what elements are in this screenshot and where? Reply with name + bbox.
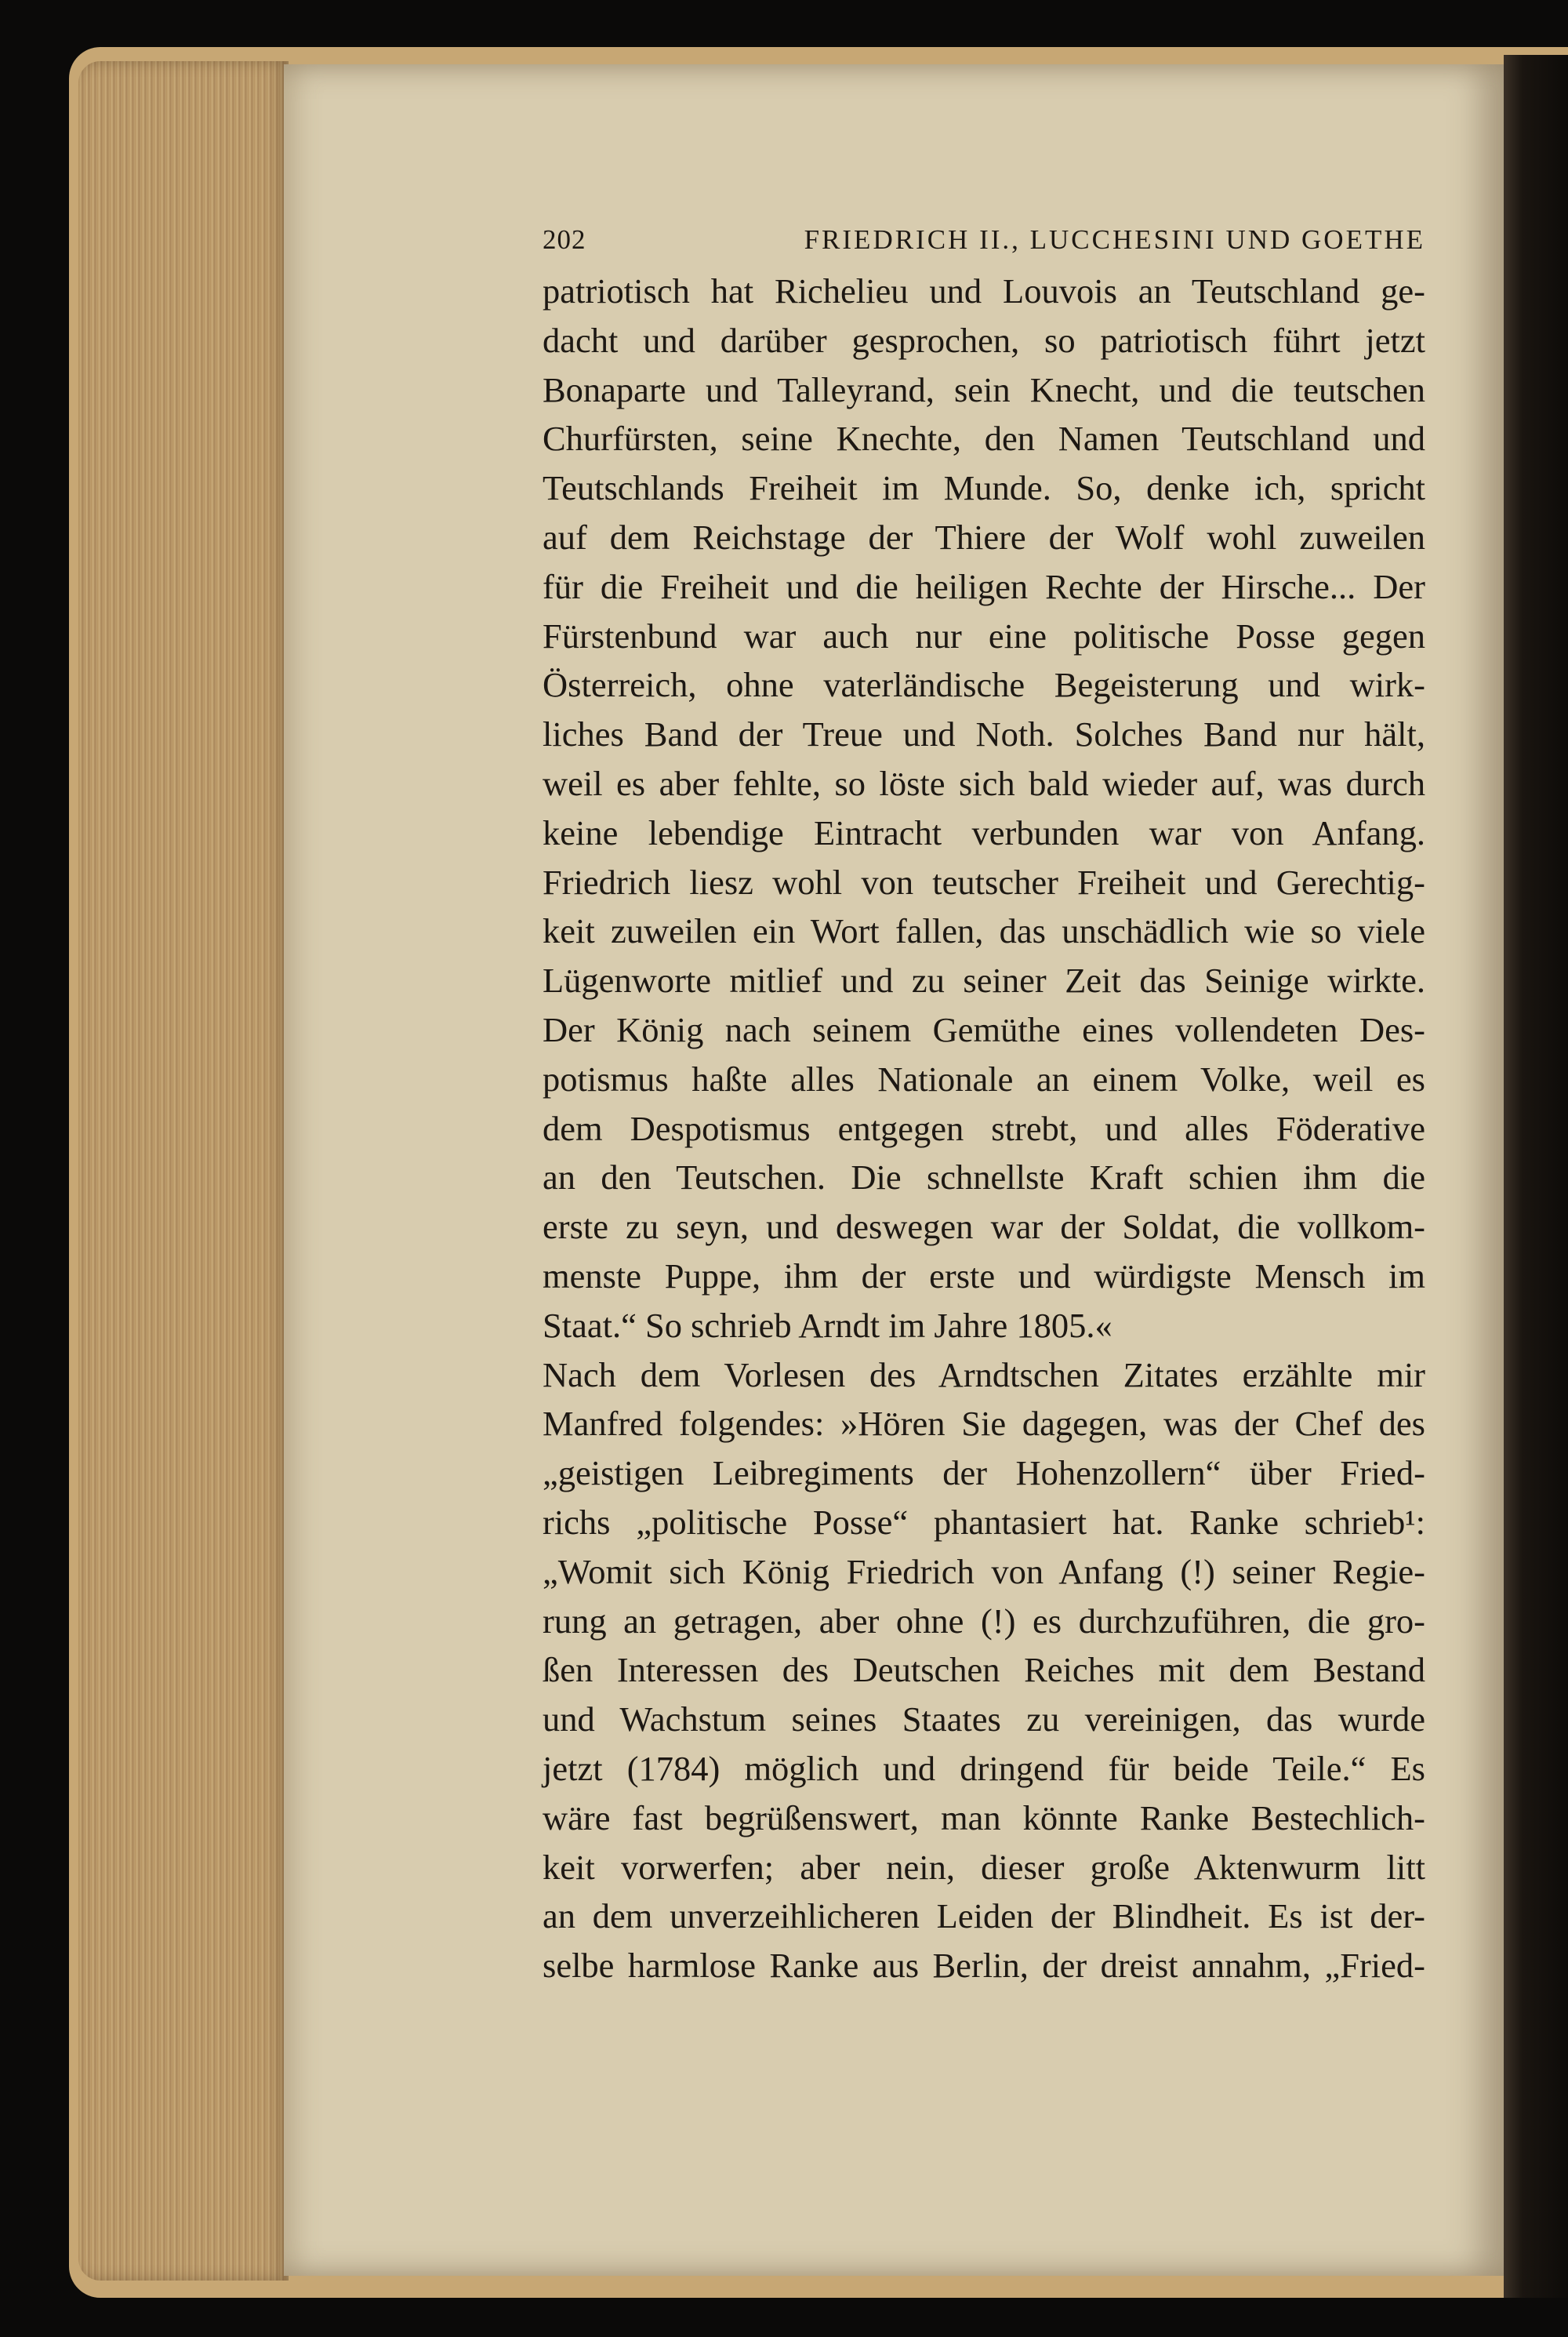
text-line: und Wachstum seines Staates zu vereinigen, das wurde <box>543 1699 1425 1739</box>
text-line: Friedrich liesz wohl von teutscher Freiheit und Gerechtig- <box>543 862 1425 902</box>
text-line: wäre fast begrüßenswert, man könnte Ranke Bestechlich- <box>543 1797 1425 1837</box>
text-line: Manfred folgendes: »Hören Sie dagegen, was der Chef des <box>543 1404 1425 1444</box>
text-line: Teutschlands Freiheit im Munde. So, denke ich, spricht <box>543 468 1425 508</box>
page-number: 202 <box>543 224 586 255</box>
text-line: richs „politische Posse“ phantasiert hat. Ranke schrieb¹: <box>543 1502 1425 1542</box>
text-line: keit zuweilen ein Wort fallen, das unschädlich wie so viele <box>543 911 1425 951</box>
running-title: FRIEDRICH II., LUCCHESINI UND GOETHE <box>804 224 1425 255</box>
text-line: „geistigen Leibregiments der Hohenzollern“ über Fried- <box>543 1453 1425 1493</box>
page-edges <box>78 61 289 2281</box>
text-line: Lügenworte mitlief und zu seiner Zeit das Seinige wirkte. <box>543 961 1425 1001</box>
body-text <box>543 267 1425 1990</box>
text-line: rung an getragen, aber ohne (!) es durchzuführen, die gro- <box>543 1601 1425 1641</box>
text-line: Fürstenbund war auch nur eine politische Posse gegen <box>543 616 1425 656</box>
text-line: auf dem Reichstage der Thiere der Wolf wohl zuweilen <box>543 517 1425 557</box>
text-line: Nach dem Vorlesen des Arndtschen Zitates erzählte mir <box>543 1354 1425 1394</box>
text-line: ßen Interessen des Deutschen Reiches mit dem Bestand <box>543 1650 1425 1690</box>
text-line: keit vorwerfen; aber nein, dieser große Aktenwurm litt <box>543 1847 1425 1887</box>
text-line: an den Teutschen. Die schnellste Kraft schien ihm die <box>543 1158 1425 1198</box>
text-line: menste Puppe, ihm der erste und würdigste Mensch im <box>543 1256 1425 1296</box>
text-line: Österreich, ohne vaterländische Begeisterung und wirk- <box>543 665 1425 705</box>
text-line: potismus haßte alles Nationale an einem Volke, weil es <box>543 1059 1425 1099</box>
text-line: „Womit sich König Friedrich von Anfang (!) seiner Regie- <box>543 1551 1425 1591</box>
text-line: jetzt (1784) möglich und dringend für beide Teile.“ Es <box>543 1748 1425 1788</box>
text-line: an dem unverzeihlicheren Leiden der Blindheit. Es ist der- <box>543 1896 1425 1936</box>
text-line: selbe harmlose Ranke aus Berlin, der dreist annahm, „Fried- <box>543 1946 1425 1986</box>
text-line: dem Despotismus entgegen strebt, und alles Föderative <box>543 1108 1425 1148</box>
text-line: Der König nach seinem Gemüthe eines vollendeten Des- <box>543 1009 1425 1049</box>
running-head <box>543 221 1425 259</box>
text-block <box>543 221 1425 1990</box>
text-line: für die Freiheit und die heiligen Rechte der Hirsche... Der <box>543 566 1425 606</box>
facing-page-edge <box>1504 55 1568 2298</box>
text-line: keine lebendige Eintracht verbunden war von Anfang. <box>543 812 1425 852</box>
text-line: Bonaparte und Talleyrand, sein Knecht, und die teutschen <box>543 369 1425 409</box>
text-line: erste zu seyn, und deswegen war der Soldat, die vollkom- <box>543 1207 1425 1247</box>
text-line: Staat.“ So schrieb Arndt im Jahre 1805.« <box>543 1305 1112 1345</box>
text-line: liches Band der Treue und Noth. Solches Band nur hält, <box>543 714 1425 754</box>
text-line: patriotisch hat Richelieu und Louvois an Teutschland ge- <box>543 271 1425 311</box>
text-line: weil es aber fehlte, so löste sich bald wieder auf, was durch <box>543 763 1425 803</box>
text-line: dacht und darüber gesprochen, so patriotisch führt jetzt <box>543 320 1425 360</box>
text-line: Churfürsten, seine Knechte, den Namen Teutschland und <box>543 419 1425 459</box>
